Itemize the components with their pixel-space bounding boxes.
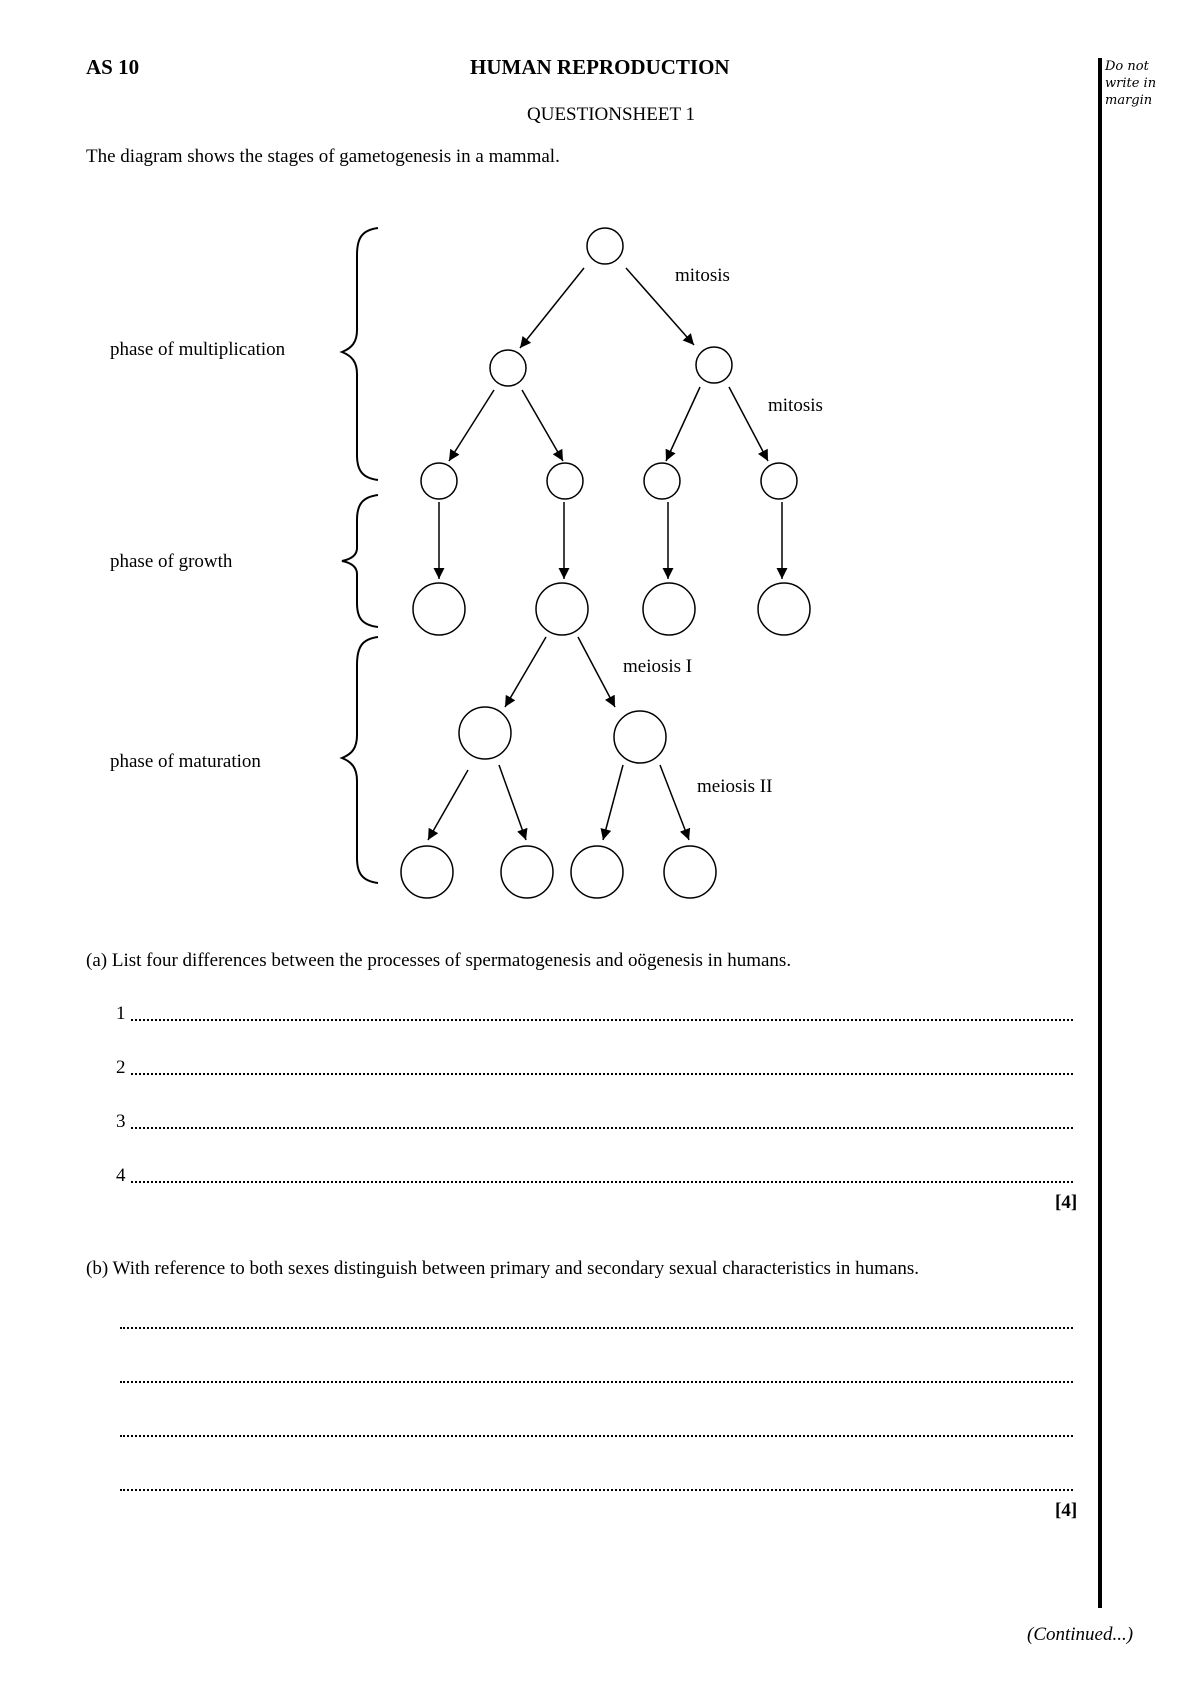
questionsheet-number: QUESTIONSHEET 1: [527, 104, 696, 125]
margin-note-line-1: Do not: [1105, 59, 1149, 74]
cell-mitosis1-right: [696, 347, 732, 383]
arrow-meiosis1-left: [505, 637, 546, 707]
brace-growth: [342, 495, 378, 627]
phase-label-growth: phase of growth: [110, 551, 233, 572]
cell-growth-4: [758, 583, 810, 635]
phase-label-maturation: phase of maturation: [110, 751, 261, 772]
answer-a-number-2: 2: [116, 1057, 126, 1078]
arrow-meiosis2-2: [499, 765, 526, 840]
arrow-right-2: [729, 387, 768, 461]
cell-growth-3: [643, 583, 695, 635]
label-meiosis-2: meiosis II: [697, 776, 773, 797]
cell-meiosis2-4: [664, 846, 716, 898]
margin-note-line-3: margin: [1105, 93, 1153, 108]
arrow-meiosis2-1: [428, 770, 468, 840]
brace-maturation: [342, 637, 378, 883]
cell-mitosis1-left: [490, 350, 526, 386]
label-mitosis-2: mitosis: [768, 395, 823, 416]
answer-b-line-1[interactable]: [120, 1327, 1073, 1329]
question-b-marks: [4]: [1055, 1500, 1078, 1521]
page-title: HUMAN REPRODUCTION: [470, 55, 730, 79]
arrow-left-2: [522, 390, 563, 461]
cell-meiosis1-left: [459, 707, 511, 759]
cell-meiosis2-3: [571, 846, 623, 898]
cell-growth-2: [536, 583, 588, 635]
cell-mitosis2-2: [547, 463, 583, 499]
brace-multiplication: [342, 228, 378, 480]
cell-growth-1: [413, 583, 465, 635]
cell-meiosis2-1: [401, 846, 453, 898]
arrow-left-1: [449, 390, 494, 461]
label-mitosis-1: mitosis: [675, 265, 730, 286]
cell-mitosis2-3: [644, 463, 680, 499]
question-a-marks: [4]: [1055, 1192, 1078, 1213]
label-meiosis-1: meiosis I: [623, 656, 693, 677]
cell-mitosis2-1: [421, 463, 457, 499]
arrow-right-1: [666, 387, 700, 461]
cell-meiosis1-right: [614, 711, 666, 763]
answer-a-line-2[interactable]: [131, 1073, 1073, 1075]
cell-mitosis2-4: [761, 463, 797, 499]
cell-meiosis2-2: [501, 846, 553, 898]
question-b-prompt: (b) With reference to both sexes distinguish between primary and secondary sexual characteristics in humans.: [86, 1258, 920, 1279]
arrow-stem-left: [520, 268, 584, 348]
cell-stem: [587, 228, 623, 264]
arrow-meiosis1-right: [578, 637, 615, 707]
arrow-meiosis2-4: [660, 765, 689, 840]
answer-a-number-3: 3: [116, 1111, 126, 1132]
intro-text: The diagram shows the stages of gametogenesis in a mammal.: [86, 146, 560, 167]
answer-b-line-3[interactable]: [120, 1435, 1073, 1437]
answer-b-line-2[interactable]: [120, 1381, 1073, 1383]
answer-a-number-4: 4: [116, 1165, 126, 1186]
answer-a-line-1[interactable]: [131, 1019, 1073, 1021]
answer-b-line-4[interactable]: [120, 1489, 1073, 1491]
answer-a-line-3[interactable]: [131, 1127, 1073, 1129]
answer-a-number-1: 1: [116, 1003, 126, 1024]
answer-a-line-4[interactable]: [131, 1181, 1073, 1183]
phase-label-multiplication: phase of multiplication: [110, 339, 286, 360]
arrow-meiosis2-3: [603, 765, 623, 840]
margin-note-line-2: write in: [1105, 76, 1157, 91]
continued-note: (Continued...): [1027, 1624, 1134, 1645]
sheet-code: AS 10: [86, 55, 140, 79]
question-a-prompt: (a) List four differences between the processes of spermatogenesis and oögenesis in humans.: [86, 950, 792, 971]
